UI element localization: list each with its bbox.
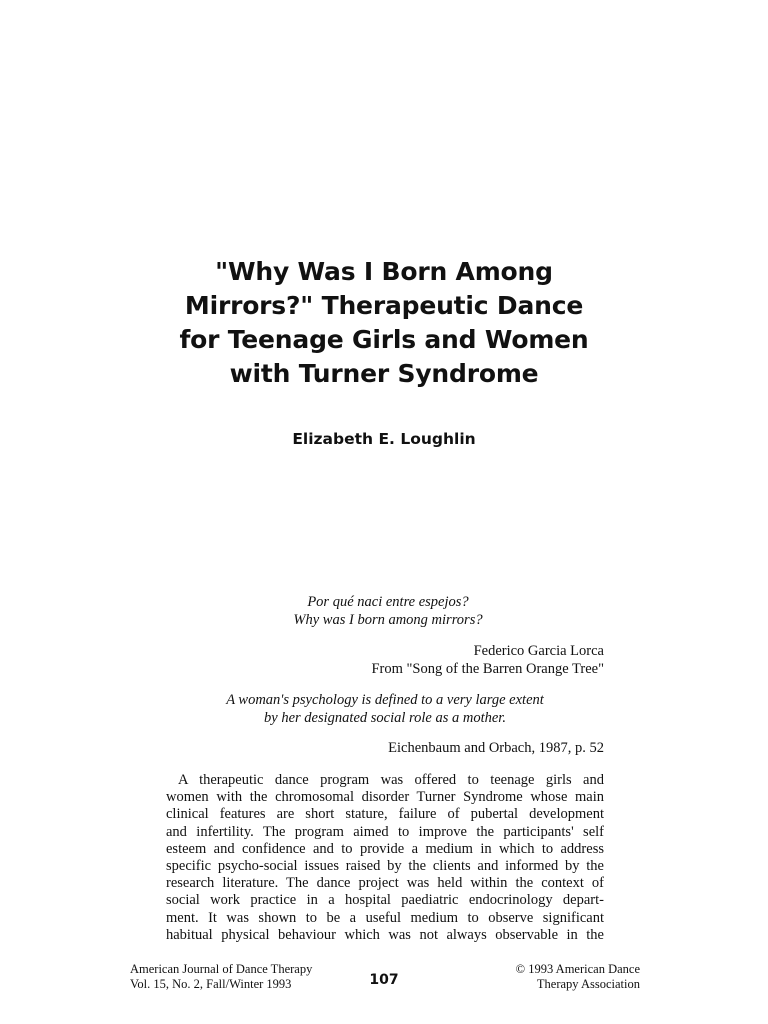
journal-volume: Vol. 15, No. 2, Fall/Winter 1993 xyxy=(130,977,292,991)
copyright-notice xyxy=(420,962,640,992)
abstract-paragraph xyxy=(166,772,604,944)
attribution-line: From "Song of the Barren Orange Tree" xyxy=(371,661,604,677)
epigraph-attribution-lorca xyxy=(300,642,604,678)
journal-name: American Journal of Dance Therapy xyxy=(130,962,313,976)
epigraph-lorca xyxy=(200,593,576,629)
abstract-line: research literature. The dance project was held within the context of xyxy=(166,875,604,892)
author-name: Elizabeth E. Loughlin xyxy=(292,430,476,448)
epigraph-attribution-eichenbaum: Eichenbaum and Orbach, 1987, p. 52 xyxy=(388,740,604,756)
copyright-line: Therapy Association xyxy=(536,977,640,991)
title-line: Mirrors?" Therapeutic Dance xyxy=(184,291,584,320)
epigraph-line: Por qué naci entre espejos? xyxy=(307,594,469,610)
attribution-line: Federico Garcia Lorca xyxy=(473,643,604,659)
page-number: 107 xyxy=(369,972,399,988)
abstract-line: specific psycho-social issues raised by the clients and informed by the xyxy=(166,858,604,875)
abstract-line: clinical features are short stature, failure of pubertal development xyxy=(166,806,604,823)
abstract-line: social work practice in a hospital paediatric endocrinology depart- xyxy=(166,892,604,909)
journal-citation xyxy=(130,962,390,992)
epigraph-line: by her designated social role as a mother. xyxy=(264,710,506,726)
copyright-line: © 1993 American Dance xyxy=(515,962,640,976)
abstract-line: and infertility. The program aimed to improve the participants' self xyxy=(166,823,604,840)
title-line: "Why Was I Born Among xyxy=(215,257,553,286)
abstract-line: habitual physical behaviour which was not always observable in the xyxy=(166,926,604,943)
epigraph-eichenbaum xyxy=(170,691,600,727)
title-line: with Turner Syndrome xyxy=(229,359,539,388)
article-title xyxy=(84,255,684,391)
abstract-line: ment. It was shown to be a useful medium to observe significant xyxy=(166,909,604,926)
abstract-line: A therapeutic dance program was offered to teenage girls and xyxy=(178,772,604,788)
abstract-line: women with the chromosomal disorder Turner Syndrome whose main xyxy=(166,789,604,806)
epigraph-line: Why was I born among mirrors? xyxy=(293,612,483,628)
title-line: for Teenage Girls and Women xyxy=(179,325,589,354)
abstract-line: esteem and confidence and to provide a medium in which to address xyxy=(166,840,604,857)
epigraph-line: A woman's psychology is defined to a very large extent xyxy=(226,692,544,708)
